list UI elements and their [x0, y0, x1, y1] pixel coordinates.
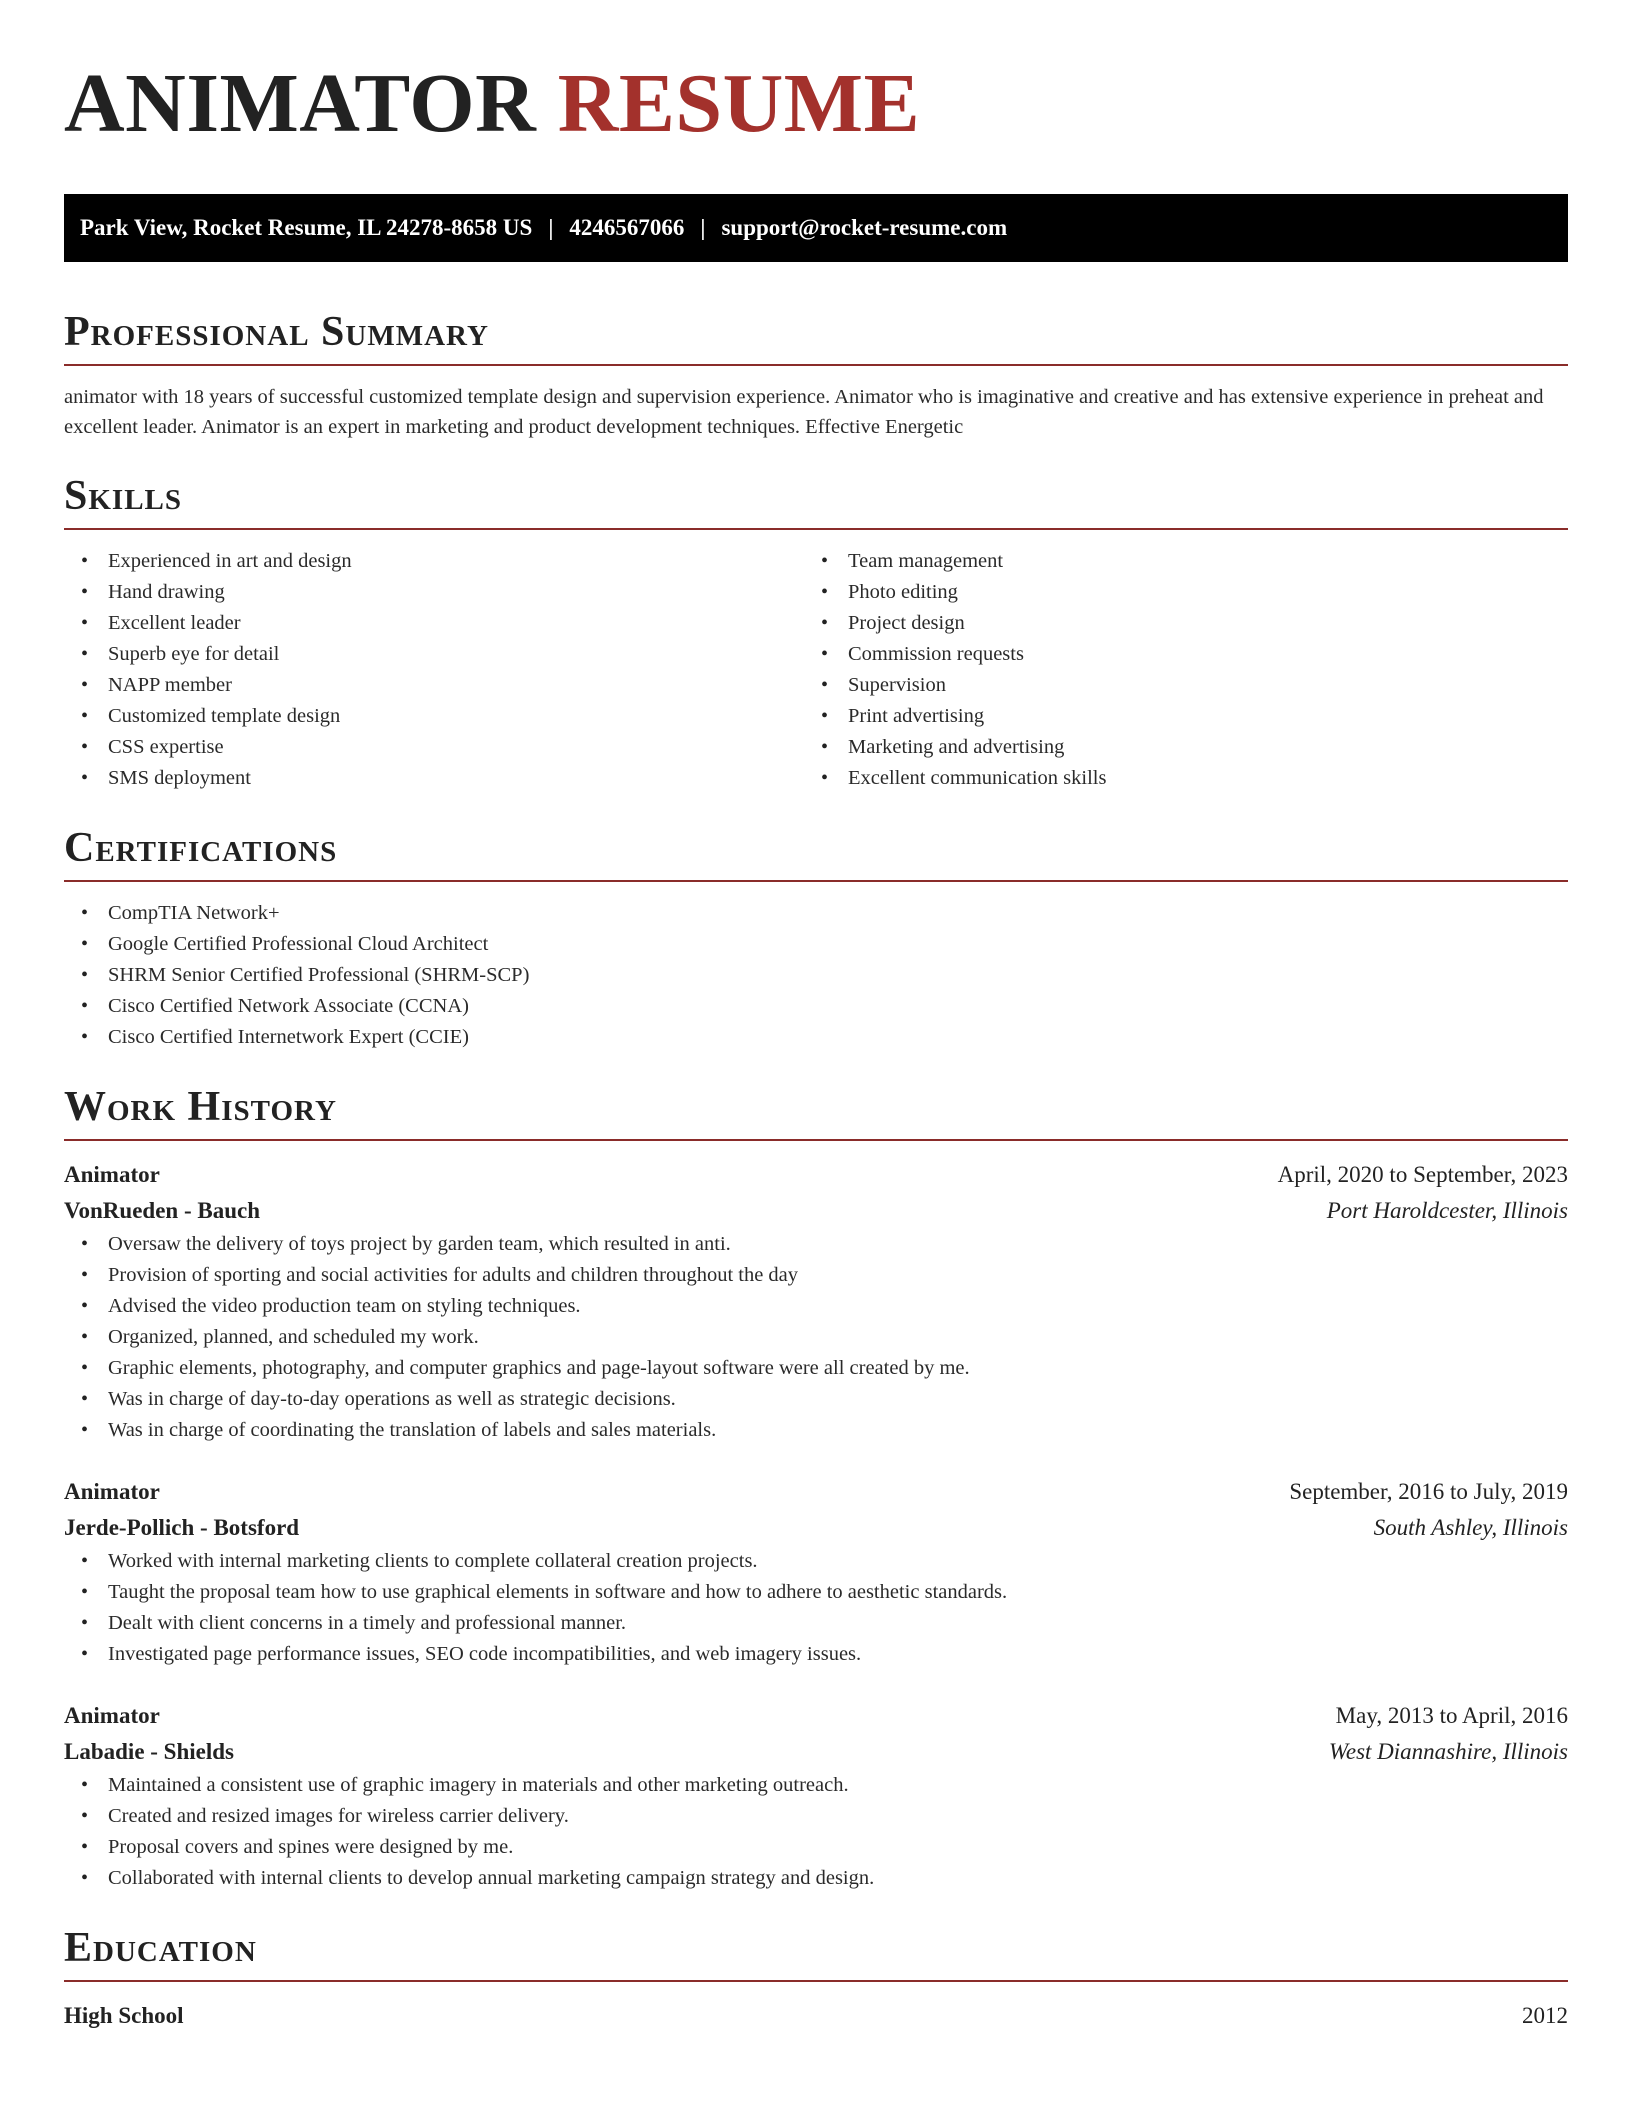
skill-item: • Photo editing [804, 577, 1568, 608]
education-degree: High School [64, 2003, 184, 2028]
job-company: Labadie - Shields [64, 1739, 234, 1764]
certification-item: • Google Certified Professional Cloud Architect [64, 929, 1568, 960]
job-bullet: • Dealt with client concerns in a timely and professional manner. [64, 1608, 1568, 1639]
resume-title [64, 0, 1568, 154]
skill-item: • Team management [804, 546, 1568, 577]
work-history-section [64, 1081, 1568, 1894]
job-bullet: • Advised the video production team on styling techniques. [64, 1291, 1568, 1322]
education-section [64, 1922, 1568, 2034]
skill-item: • Hand drawing [64, 577, 804, 608]
job-entry [64, 1698, 1568, 1894]
job-company: VonRueden - Bauch [64, 1198, 260, 1223]
job-bullet: • Provision of sporting and social activities for adults and children throughout the day [64, 1260, 1568, 1291]
education-degree-row [64, 1998, 1568, 2034]
work-history-heading: Work History [64, 1081, 1568, 1141]
job-bullet: • Organized, planned, and scheduled my work. [64, 1322, 1568, 1353]
skill-item: • Project design [804, 608, 1568, 639]
skill-item: • Supervision [804, 670, 1568, 701]
job-location: South Ashley, Illinois [1373, 1515, 1568, 1540]
job-title: Animator [64, 1162, 160, 1187]
summary-text: animator with 18 years of successful customized template design and supervision experience. Animator who is imaginative and creative and has extensive experience in preheat and excellent leader. Animator is an expert in marketing and product development techniques. Effective Energetic [64, 386, 1544, 438]
skill-item: • Excellent leader [64, 608, 804, 639]
job-dates: April, 2020 to September, 2023 [1277, 1162, 1568, 1187]
contact-separator: | [548, 215, 554, 240]
skill-item: • SMS deployment [64, 763, 804, 794]
contact-separator: | [700, 215, 706, 240]
contact-address: Park View, Rocket Resume, IL 24278-8658 US [80, 215, 533, 240]
job-location: West Diannashire, Illinois [1328, 1739, 1568, 1764]
job-bullet: • Investigated page performance issues, SEO code incompatibilities, and web imagery issues. [64, 1639, 1568, 1670]
job-bullet: • Taught the proposal team how to use graphical elements in software and how to adhere to aesthetic standards. [64, 1577, 1568, 1608]
contact-bar [64, 194, 1568, 262]
job-bullet: • Worked with internal marketing clients to complete collateral creation projects. [64, 1546, 1568, 1577]
certifications-heading: Certifications [64, 822, 1568, 882]
job-bullets [64, 1229, 1568, 1446]
job-title-row [64, 1474, 1568, 1510]
skill-item: • Commission requests [804, 639, 1568, 670]
job-dates: May, 2013 to April, 2016 [1335, 1703, 1568, 1728]
job-title: Animator [64, 1703, 160, 1728]
certifications-section [64, 822, 1568, 1053]
certification-item: • SHRM Senior Certified Professional (SHRM-SCP) [64, 960, 1568, 991]
job-bullet: • Created and resized images for wireless carrier delivery. [64, 1801, 1568, 1832]
job-company: Jerde-Pollich - Botsford [64, 1515, 300, 1540]
skills-list-right [804, 546, 1568, 794]
contact-email: support@rocket-resume.com [721, 215, 1008, 240]
summary-heading: Professional Summary [64, 306, 1568, 366]
job-bullets [64, 1770, 1568, 1894]
job-bullets [64, 1546, 1568, 1670]
certifications-list [64, 898, 1568, 1053]
job-title: Animator [64, 1479, 160, 1504]
job-bullet: • Oversaw the delivery of toys project by garden team, which resulted in anti. [64, 1229, 1568, 1260]
certification-item: • CompTIA Network+ [64, 898, 1568, 929]
job-bullet: • Collaborated with internal clients to develop annual marketing campaign strategy and design. [64, 1863, 1568, 1894]
skill-item: • CSS expertise [64, 732, 804, 763]
certification-item: • Cisco Certified Network Associate (CCNA) [64, 991, 1568, 1022]
certification-item: • Cisco Certified Internetwork Expert (CCIE) [64, 1022, 1568, 1053]
job-entry [64, 1474, 1568, 1670]
summary-section [64, 306, 1568, 442]
job-entry [64, 1157, 1568, 1446]
job-bullet: • Was in charge of day-to-day operations as well as strategic decisions. [64, 1384, 1568, 1415]
skill-item: • Superb eye for detail [64, 639, 804, 670]
skills-heading: Skills [64, 470, 1568, 530]
contact-phone: 4246567066 [569, 215, 685, 240]
job-company-row [64, 1193, 1568, 1229]
job-bullet: • Graphic elements, photography, and computer graphics and page-layout software were all created by me. [64, 1353, 1568, 1384]
skill-item: • Marketing and advertising [804, 732, 1568, 763]
skill-item: • Customized template design [64, 701, 804, 732]
skills-list-left [64, 546, 804, 794]
job-bullet: • Proposal covers and spines were designed by me. [64, 1832, 1568, 1863]
skills-grid [64, 546, 1568, 794]
skill-item: • Print advertising [804, 701, 1568, 732]
skill-item: • NAPP member [64, 670, 804, 701]
education-heading: Education [64, 1922, 1568, 1982]
job-bullet: • Was in charge of coordinating the translation of labels and sales materials. [64, 1415, 1568, 1446]
skills-section [64, 470, 1568, 794]
education-year: 2012 [1522, 2003, 1568, 2028]
job-bullet: • Maintained a consistent use of graphic imagery in materials and other marketing outreach. [64, 1770, 1568, 1801]
title-accent: RESUME [557, 57, 921, 150]
job-company-row [64, 1734, 1568, 1770]
job-title-row [64, 1157, 1568, 1193]
title-main: ANIMATOR [64, 57, 537, 150]
job-dates: September, 2016 to July, 2019 [1289, 1479, 1568, 1504]
job-company-row [64, 1510, 1568, 1546]
education-entry [64, 1998, 1568, 2034]
skill-item: • Experienced in art and design [64, 546, 804, 577]
skill-item: • Excellent communication skills [804, 763, 1568, 794]
job-title-row [64, 1698, 1568, 1734]
job-location: Port Haroldcester, Illinois [1326, 1198, 1568, 1223]
